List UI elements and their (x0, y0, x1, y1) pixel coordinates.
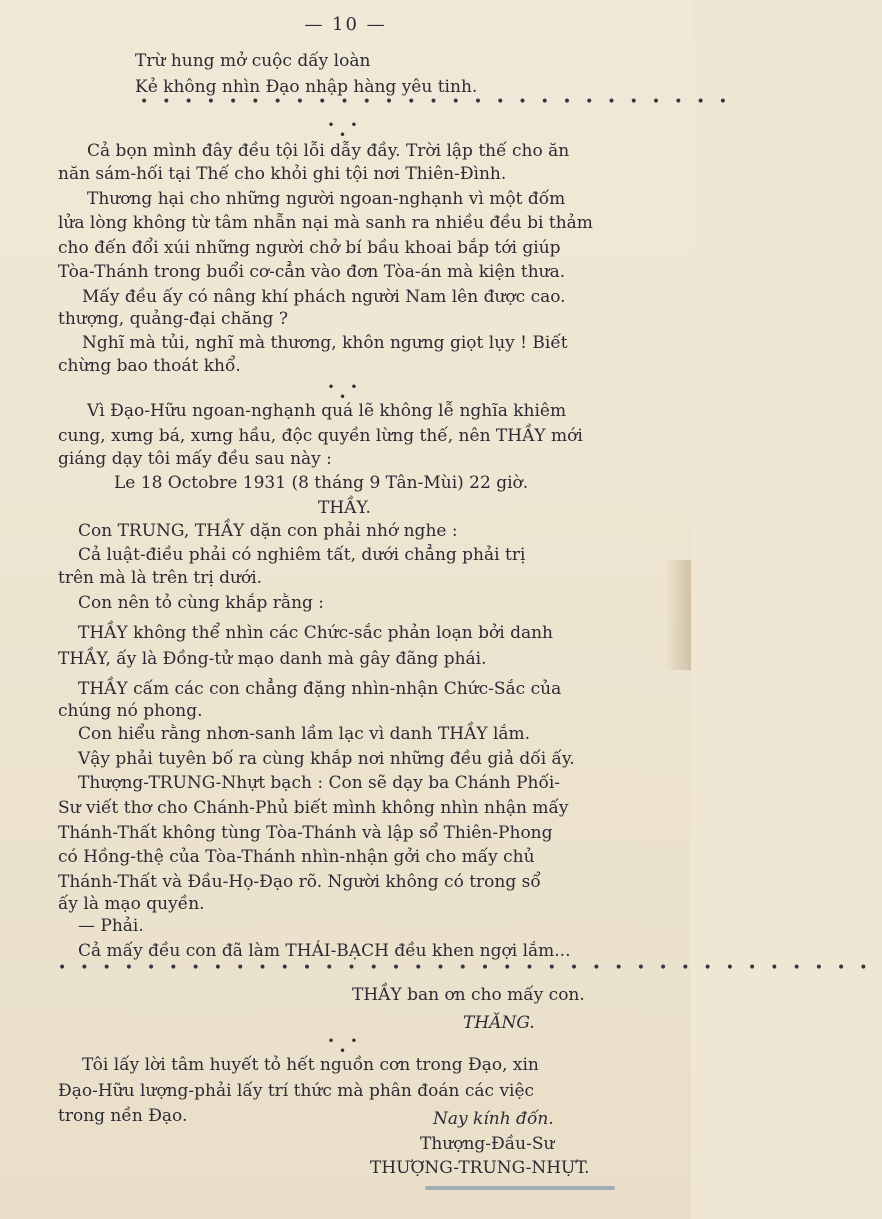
text-line: Con hiểu rằng nhơn-sanh lầm lạc vì danh THẦY lắm. (78, 724, 531, 744)
text-line: Con nên tỏ cùng khắp rằng : (78, 593, 325, 613)
text-line: có Hồng-thệ của Tòa-Thánh nhìn-nhận gởi cho mấy chủ (58, 847, 535, 867)
text-line: Thương hại cho những người ngoan-nghạnh vì một đốm (87, 189, 566, 209)
text-line: Cả luật-điều phải có nghiêm tất, dưới chẳng phải trị (78, 545, 526, 565)
page-number: — 10 — (304, 14, 387, 35)
signoff-title: Thượng-Đầu-Sư (420, 1134, 555, 1154)
date-line: Le 18 Octobre 1931 (8 tháng 9 Tân-Mùi) 22 giờ. (114, 473, 529, 493)
section-marker: • • • (327, 380, 364, 404)
text-line: Tôi lấy lời tâm huyết tỏ hết nguồn cơn trong Đạo, xin (82, 1055, 539, 1075)
text-line: Thánh-Thất không tùng Tòa-Thánh và lập sổ Thiên-Phong (58, 823, 553, 843)
text-line: Sư viết thơ cho Chánh-Phủ biết mình không nhìn nhận mấy (58, 798, 569, 818)
text-line: trong nền Đạo. (58, 1106, 188, 1126)
text-line: cho đến đổi xúi những người chở bí bầu khoai bắp tới giúp (58, 238, 561, 258)
section-marker: • • • (327, 1034, 364, 1058)
poem-line: Kẻ không nhìn Đạo nhập hàng yêu tinh. (135, 77, 478, 97)
text-line: lửa lòng không từ tâm nhẫn nại mà sanh ra nhiều đều bi thảm (58, 213, 593, 233)
text-line: Thánh-Thất và Đầu-Họ-Đạo rõ. Người không có trong sổ (58, 872, 541, 892)
text-line: Vì Đạo-Hữu ngoan-nghạnh quá lẽ không lễ nghĩa khiêm (87, 401, 567, 421)
dotted-separator: ••••••••••••••••••••••••••• (140, 94, 741, 110)
text-line: Vậy phải tuyên bố ra cùng khắp nơi những đều giả dối ấy. (78, 749, 575, 769)
signoff-name: THƯỢNG-TRUNG-NHỰT. (370, 1158, 590, 1178)
text-line: THẦY không thể nhìn các Chức-sắc phản loạn bởi danh (78, 623, 554, 643)
section-marker: • • • (327, 118, 364, 142)
ink-underline (425, 1186, 615, 1190)
text-line: — Phải. (78, 916, 144, 936)
text-line: ấy là mạo quyền. (58, 894, 205, 914)
poem-line: Trừ hung mở cuộc dấy loàn (135, 51, 371, 71)
text-line: Cả bọn mình đây đều tội lỗi dẫy đầy. Trời lập thế cho ăn (87, 141, 570, 161)
text-line: THẦY, ấy là Đồng-tử mạo danh mà gây đãng phái. (58, 649, 487, 669)
text-line: THẦY cấm các con chẳng đặng nhìn-nhận Chức-Sắc của (78, 679, 562, 699)
closing-line: THẦY ban ơn cho mấy con. (352, 985, 585, 1005)
text-line: Mấy đều ấy có nâng khí phách người Nam lên được cao. (82, 287, 566, 307)
text-line: giáng dạy tôi mấy đều sau này : (58, 449, 332, 469)
text-line: chừng bao thoát khổ. (58, 356, 241, 376)
text-line: trên mà là trên trị dưới. (58, 568, 263, 588)
text-line: chúng nó phong. (58, 701, 203, 721)
closing-signature: THĂNG. (463, 1013, 535, 1033)
text-line: Đạo-Hữu lượng-phải lấy trí thức mà phân đoán các việc (58, 1081, 535, 1101)
text-line: Con TRUNG, THẦY dặn con phải nhớ nghe : (78, 521, 458, 541)
text-line: Tòa-Thánh trong buổi cơ-cẳn vào đơn Tòa-án mà kiện thưa. (58, 262, 566, 282)
page-fold-shadow (665, 560, 691, 670)
text-line: Cả mấy đều con đã làm THÁI-BẠCH đều khen ngợi lắm... (78, 941, 571, 961)
text-line: cung, xưng bá, xưng hầu, độc quyền lừng thế, nên THẦY mới (58, 426, 583, 446)
text-line: Nghĩ mà tủi, nghĩ mà thương, khôn ngưng giọt lụy ! Biết (82, 333, 568, 353)
text-line: thượng, quảng-đại chăng ? (58, 309, 288, 329)
message-heading: THẦY. (318, 498, 371, 518)
text-line: Thượng-TRUNG-Nhựt bạch : Con sẽ dạy ba Chánh Phối- (78, 773, 561, 793)
dotted-separator: ••••••••••••••••••••••••••••••••••••• (58, 960, 882, 976)
text-line: năn sám-hối tại Thế cho khỏi ghi tội nơi Thiên-Đình. (58, 164, 507, 184)
signoff-regards: Nay kính đốn. (433, 1109, 554, 1129)
